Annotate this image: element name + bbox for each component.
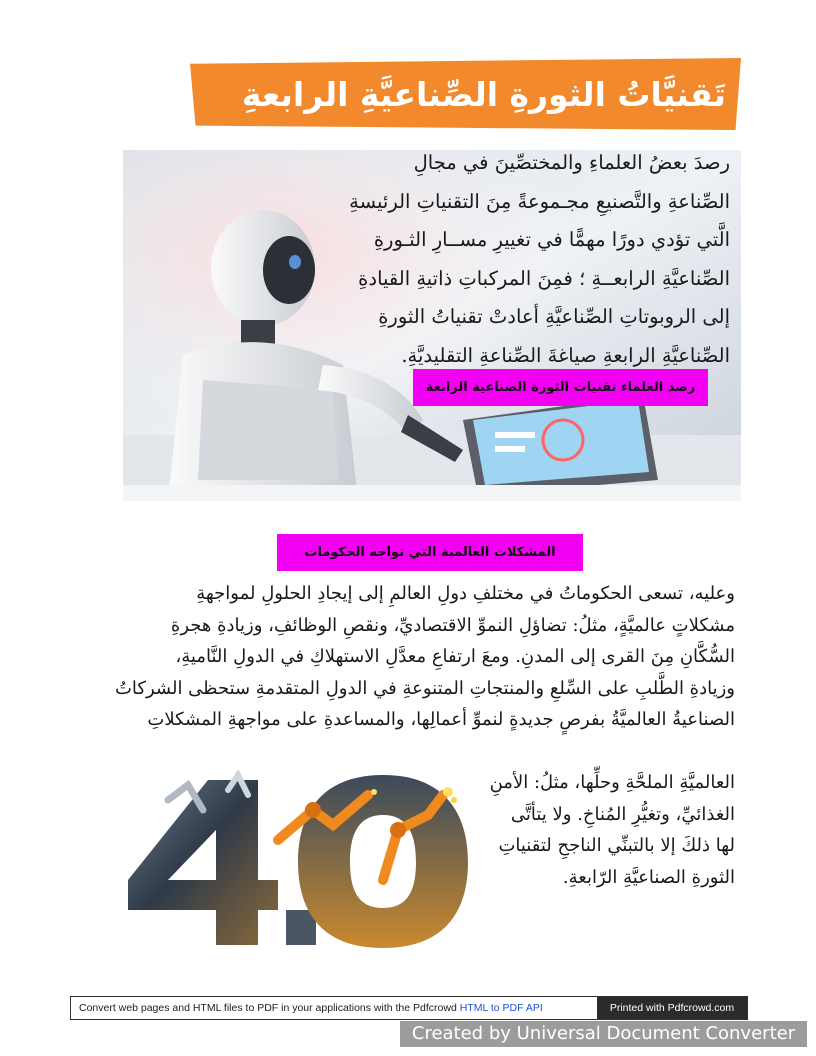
body-line: وزيادةِ الطَّلبِ على السِّلعِ والمنتجاتِ المتنوعةِ في الدولِ المتقدمةِ ستحظى الشركاتُ bbox=[114, 677, 735, 699]
intro-line: الصِّناعةِ والتَّصنيعِ مجـموعةً مِنَ التقنياتِ الرئيسةِ bbox=[349, 189, 730, 213]
body-paragraph-continued bbox=[470, 767, 735, 893]
intro-line: الَّتي تؤدي دورًا مهمًّا في تغييرِ مســارِ الثـورةِ bbox=[373, 228, 730, 251]
body-line: لها ذلكَ إلا بالتبنِّي الناجحِ لتقنياتِ bbox=[498, 835, 735, 856]
body-line: العالميَّةِ الملحَّةِ وحلِّها، مثلُ: الأمنِ bbox=[489, 772, 735, 793]
pdf-footer-bar bbox=[70, 996, 748, 1020]
industry-4-0-illustration bbox=[128, 770, 473, 948]
body-line: الغذائيِّ، وتغيُّرِ المُناخِ. ولا يتأتَّى bbox=[510, 803, 735, 825]
body-line: مشكلاتٍ عالميَّةٍ، مثلُ: تضاؤلِ النموِّ الاقتصاديِّ، ونقصِ الوظائفِ، وزيادةِ هجرةِ bbox=[170, 614, 735, 636]
robot-caption: رصد العلماء تقنيات الثورة الصناعية الرابعة bbox=[413, 369, 708, 406]
intro-line: الصِّناعيَّةِ الرابعةِ صياغةَ الصِّناعةِ التقليديَّةِ. bbox=[401, 343, 730, 367]
converter-banner: Created by Universal Document Converter bbox=[400, 1021, 807, 1047]
problems-caption: المشكلات العالمية التي تواجه الحكومات bbox=[277, 534, 583, 571]
body-paragraph bbox=[89, 578, 735, 736]
footer-text bbox=[79, 997, 543, 1019]
body-line: الصناعيةُ العالميَّةُ بفرصٍ جديدةٍ لنموِّ أعمالِها، والمساعدةِ على مواجهةِ المشكلاتِ bbox=[147, 709, 735, 730]
intro-line: الصِّناعيَّةِ الرابعــةِ ؛ فمِنَ المركباتِ ذاتيةِ القيادةِ bbox=[358, 266, 730, 290]
body-line: الثورةِ الصناعيَّةِ الرّابعةِ. bbox=[562, 866, 735, 888]
intro-line: رصدَ بعضُ العلماءِ والمختصِّينَ في مجالِ bbox=[413, 151, 730, 174]
intro-line: إلى الروبوتاتِ الصِّناعيَّةِ أعادتْ تقنياتُ الثورةِ bbox=[378, 305, 730, 328]
body-line: وعليه، تسعى الحكوماتُ في مختلفِ دولِ العالمِ إلى إيجادِ الحلولِ لمواجهةِ bbox=[196, 583, 735, 604]
footer-left-text: Convert web pages and HTML files to PDF in your applications with the Pdfcrowd bbox=[79, 1002, 460, 1014]
page-title: تَقنيَّاتُ الثورةِ الصِّناعيَّةِ الرابعةِ bbox=[241, 75, 726, 114]
intro-paragraph bbox=[330, 144, 730, 375]
printed-with-label[interactable]: Printed with Pdfcrowd.com bbox=[597, 997, 747, 1019]
body-line: السُّكَّانِ مِنَ القرى إلى المدنِ. ومعَ ارتفاعِ معدَّلِ الاستهلاكِ في الدولِ النَّاميةِ، bbox=[175, 646, 735, 667]
html-to-pdf-api-link[interactable]: HTML to PDF API bbox=[459, 1002, 543, 1014]
